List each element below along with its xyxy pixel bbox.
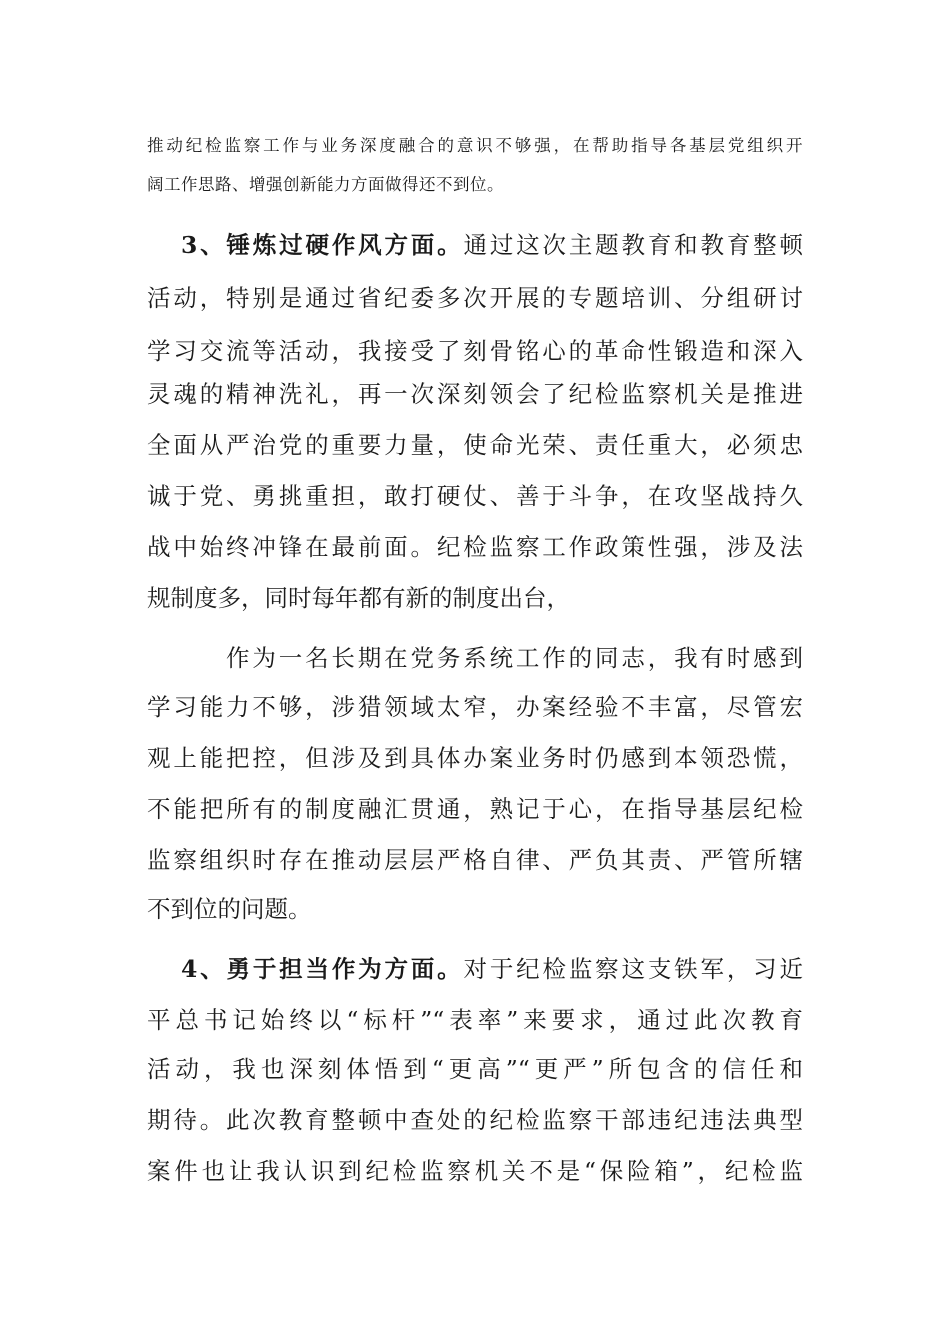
section4-heading: 4、勇于担当作为方面。 bbox=[181, 955, 464, 983]
section4-line-3: 活动，我也深刻体悟到“更高”“更严”所包含的信任和 bbox=[147, 1055, 803, 1083]
study-line-3: 观上能把控，但涉及到具体办案业务时仍感到本领恐慌， bbox=[147, 744, 803, 772]
section3-line-6: 诚于党、勇挑重担，敢打硬仗、善于斗争，在攻坚战持久 bbox=[147, 482, 803, 510]
intro-line-1: 推动纪检监察工作与业务深度融合的意识不够强，在帮助指导各基层党组织开 bbox=[147, 136, 803, 155]
section3-line-2: 活动，特别是通过省纪委多次开展的专题培训、分组研讨 bbox=[147, 284, 803, 312]
intro-line-2: 阔工作思路、增强创新能力方面做得还不到位。 bbox=[147, 175, 504, 194]
section3-line-5: 全面从严治党的重要力量，使命光荣、责任重大，必须忠 bbox=[147, 431, 803, 459]
section4-line-4: 期待。此次教育整顿中查处的纪检监察干部违纪违法典型 bbox=[147, 1106, 803, 1134]
section4-line-5: 案件也让我认识到纪检监察机关不是“保险箱”，纪检监 bbox=[147, 1157, 803, 1185]
section3-line-3: 学习交流等活动，我接受了刻骨铭心的革命性锻造和深入 bbox=[147, 337, 803, 365]
study-line-1: 作为一名长期在党务系统工作的同志，我有时感到 bbox=[226, 644, 803, 672]
section3-first-line bbox=[181, 230, 803, 260]
section3-line-7: 战中始终冲锋在最前面。纪检监察工作政策性强，涉及法 bbox=[147, 533, 803, 561]
section3-heading: 3、锤炼过硬作风方面。 bbox=[181, 231, 464, 259]
study-line-4: 不能把所有的制度融汇贯通，熟记于心，在指导基层纪检 bbox=[147, 795, 803, 823]
study-line-5: 监察组织时存在推动层层严格自律、严负其责、严管所辖 bbox=[147, 846, 803, 874]
section4-first-line-text: 对于纪检监察这支铁军，习近 bbox=[463, 955, 803, 983]
section3-line-8: 规制度多，同时每年都有新的制度出台， bbox=[147, 584, 570, 612]
section3-line-4: 灵魂的精神洗礼，再一次深刻领会了纪检监察机关是推进 bbox=[147, 380, 803, 408]
study-line-2: 学习能力不够，涉猎领域太窄，办案经验不丰富，尽管宏 bbox=[147, 693, 803, 721]
section4-first-line bbox=[181, 954, 803, 984]
section3-first-line-text: 通过这次主题教育和教育整顿 bbox=[463, 231, 803, 259]
section4-line-2: 平总书记始终以“标杆”“表率”来要求，通过此次教育 bbox=[147, 1006, 803, 1034]
study-line-6: 不到位的问题。 bbox=[147, 895, 312, 923]
